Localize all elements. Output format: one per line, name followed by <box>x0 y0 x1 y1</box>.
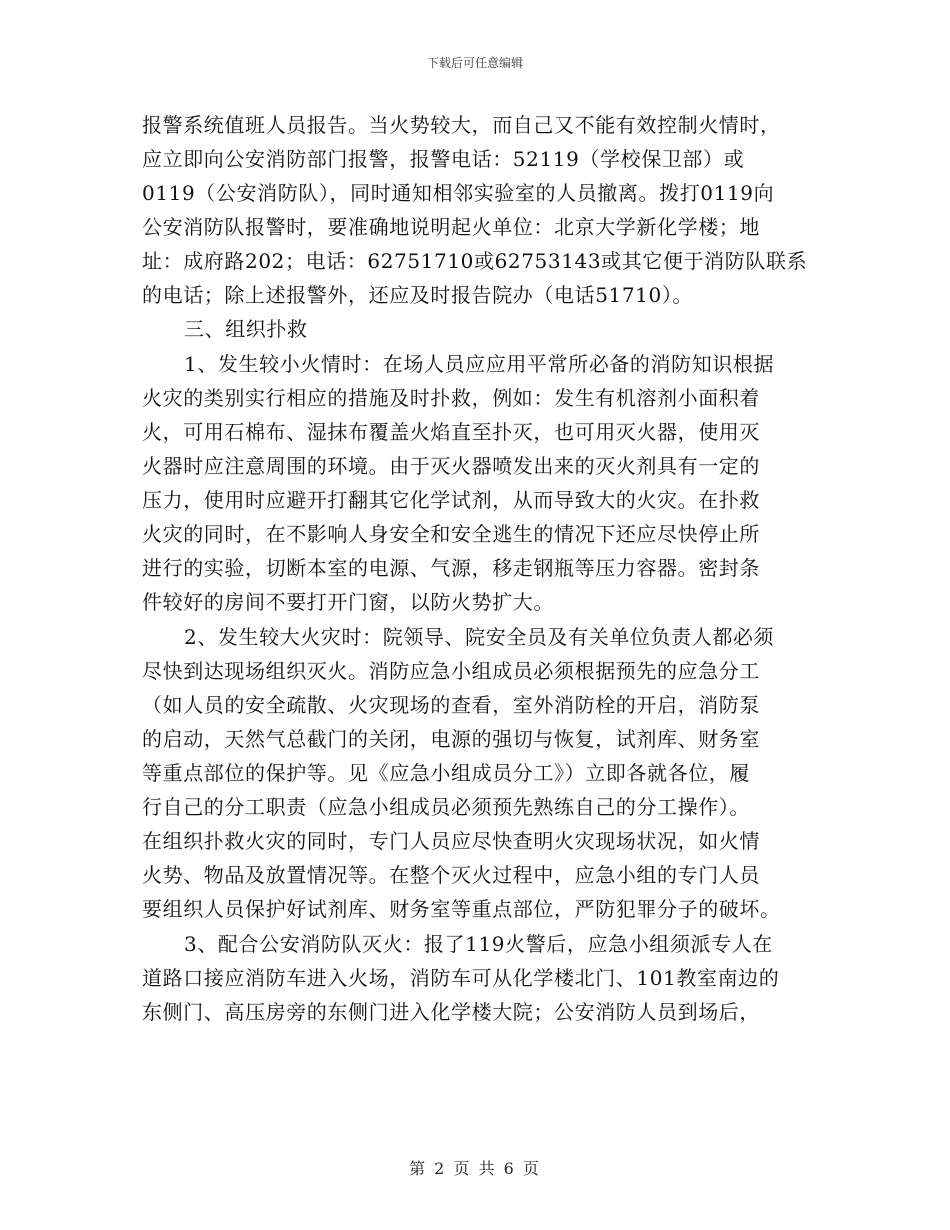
paragraph-line: 进行的实验，切断本室的电源、气源，移走钢瓶等压力容器。密封条 <box>142 556 760 580</box>
paragraph-line: 火灾的同时，在不影响人身安全和安全逃生的情况下还应尽快停止所 <box>142 522 760 546</box>
paragraph-line: 火器时应注意周围的环境。由于灭火器喷发出来的灭火剂具有一定的 <box>142 454 760 478</box>
paragraph-line: 东侧门、高压房旁的东侧门进入化学楼大院；公安消防人员到场后， <box>142 1000 760 1024</box>
paragraph-line: 1、发生较小火情时：在场人员应应用平常所必备的消防知识根据 <box>184 352 775 376</box>
page-header: 下载后可任意编辑 <box>426 56 523 70</box>
section-heading: 三、组织扑救 <box>184 317 308 341</box>
paragraph-line: （如人员的安全疏散、火灾现场的查看，室外消防栓的开启，消防泵 <box>142 693 760 717</box>
paragraph-line: 要组织人员保护好试剂库、财务室等重点部位，严防犯罪分子的破坏。 <box>142 897 781 921</box>
paragraph-line: 报警系统值班人员报告。当火势较大，而自己又不能有效控制火情时， <box>142 113 781 137</box>
paragraph-line: 的电话；除上述报警外，还应及时报告院办（电话51710）。 <box>142 283 694 307</box>
paragraph-line: 应立即向公安消防部门报警，报警电话：52119（学校保卫部）或 <box>142 147 745 171</box>
paragraph-line: 公安消防队报警时，要准确地说明起火单位：北京大学新化学楼；地 <box>142 215 760 239</box>
paragraph-line: 火势、物品及放置情况等。在整个灭火过程中，应急小组的专门人员 <box>142 863 760 887</box>
paragraph-line: 火灾的类别实行相应的措施及时扑救，例如：发生有机溶剂小面积着 <box>142 386 760 410</box>
paragraph-line: 的启动，天然气总截门的关闭，电源的强切与恢复，试剂库、财务室 <box>142 727 760 751</box>
paragraph-line: 址：成府路202；电话：62751710或62753143或其它便于消防队联系 <box>142 249 808 273</box>
paragraph-line: 尽快到达现场组织灭火。消防应急小组成员必须根据预先的应急分工 <box>142 659 760 683</box>
paragraph-line: 火，可用石棉布、湿抹布覆盖火焰直至扑灭，也可用灭火器，使用灭 <box>142 420 760 444</box>
paragraph-line: 压力，使用时应避开打翻其它化学试剂，从而导致大的火灾。在扑救 <box>142 488 760 512</box>
page-number: 第 2 页 共 6 页 <box>409 1159 541 1178</box>
paragraph-line: 0119（公安消防队），同时通知相邻实验室的人员撤离。拨打0119向 <box>142 181 775 205</box>
paragraph-line: 2、发生较大火灾时：院领导、院安全员及有关单位负责人都必须 <box>184 625 775 649</box>
paragraph-line: 在组织扑救火灾的同时，专门人员应尽快查明火灾现场状况，如火情 <box>142 829 760 853</box>
paragraph-line: 3、配合公安消防队灭火：报了119火警后，应急小组须派专人在 <box>184 932 773 956</box>
paragraph-line: 道路口接应消防车进入火场，消防车可从化学楼北门、101教室南边的 <box>142 966 780 990</box>
paragraph-line: 等重点部位的保护等。见《应急小组成员分工》）立即各就各位，履 <box>142 761 750 785</box>
paragraph-line: 件较好的房间不要打开门窗，以防火势扩大。 <box>142 590 554 614</box>
paragraph-line: 行自己的分工职责（应急小组成员必须预先熟练自己的分工操作）。 <box>142 795 750 819</box>
